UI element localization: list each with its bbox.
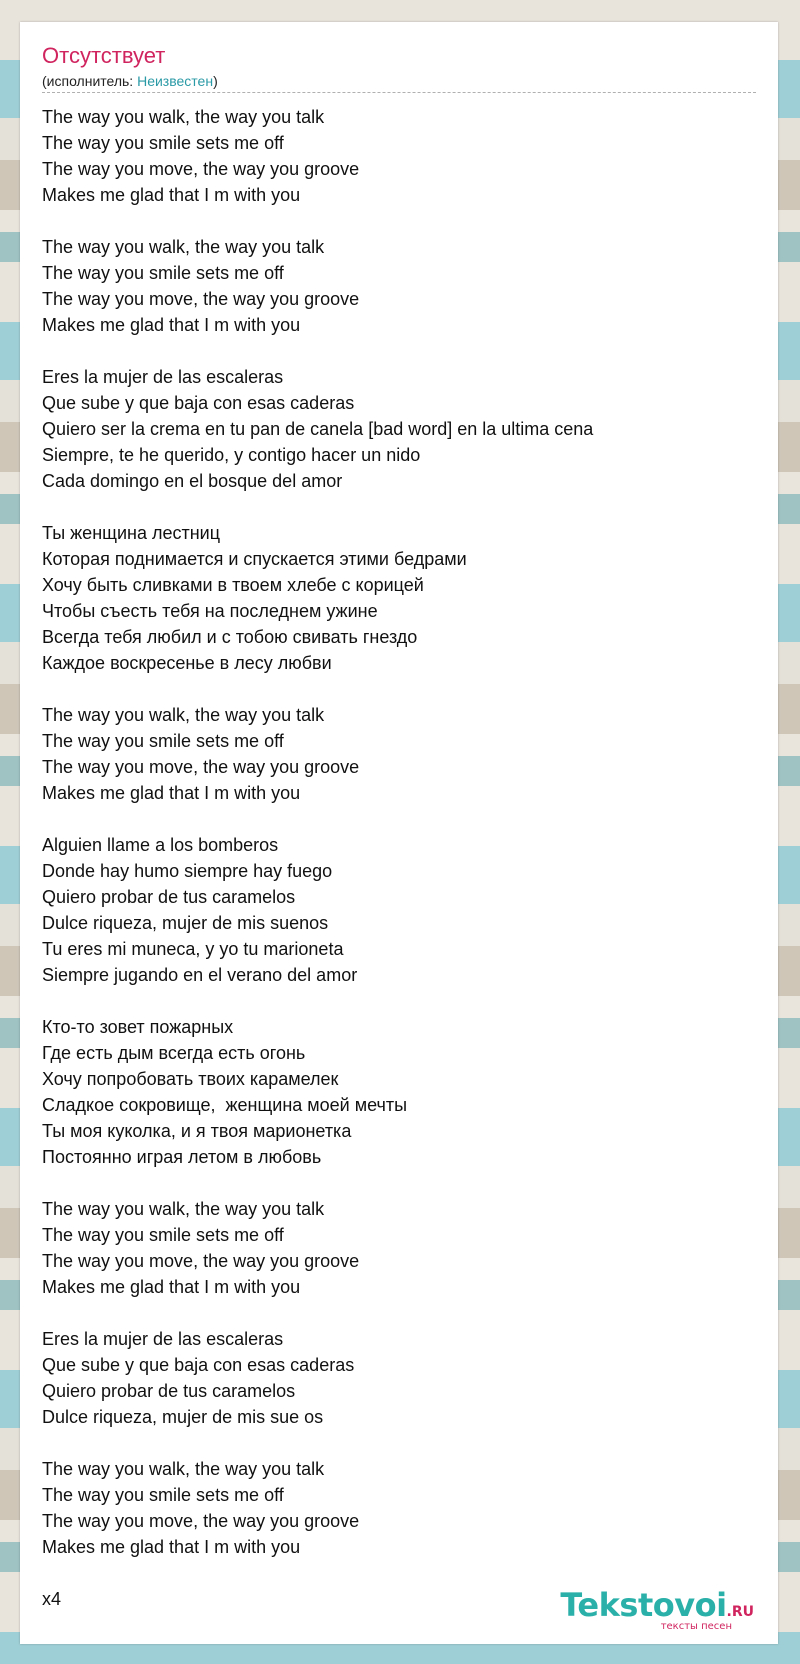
lyrics-body <box>42 104 756 1586</box>
lyrics-line: Cada domingo en el bosque del amor <box>42 471 343 491</box>
lyrics-line: The way you move, the way you groove <box>42 289 360 309</box>
lyrics-line: Makes me glad that I m with you <box>42 1277 301 1297</box>
lyrics-line: Alguien llame a los bomberos <box>42 835 279 855</box>
lyrics-line: Eres la mujer de las escaleras <box>42 367 284 387</box>
lyrics-line: The way you walk, the way you talk <box>42 107 325 127</box>
lyrics-line: Makes me glad that I m with you <box>42 315 301 335</box>
lyrics-line: Quiero ser la crema en tu pan de canela [bad word] en la ultima cena <box>42 419 594 439</box>
lyrics-line: The way you smile sets me off <box>42 133 284 153</box>
lyrics-line: The way you move, the way you groove <box>42 757 360 777</box>
lyrics-line: Чтобы съесть тебя на последнем ужине <box>42 601 378 621</box>
lyrics-line: Хочу попробовать твоих карамелек <box>42 1069 339 1089</box>
lyrics-stanza <box>42 234 756 338</box>
logo-tld: .RU <box>726 1604 754 1620</box>
site-logo[interactable] <box>554 1588 754 1636</box>
lyrics-line: The way you walk, the way you talk <box>42 1459 325 1479</box>
lyrics-line: Хочу быть сливками в твоем хлебе с корицей <box>42 575 424 595</box>
lyrics-stanza <box>42 364 756 494</box>
lyrics-line: Всегда тебя любил и с тобою свивать гнездо <box>42 627 418 647</box>
lyrics-line: Que sube y que baja con esas caderas <box>42 1355 355 1375</box>
artist-suffix: ) <box>213 73 218 89</box>
lyrics-stanza <box>42 1196 756 1300</box>
lyrics-line: Makes me glad that I m with you <box>42 185 301 205</box>
lyrics-stanza <box>42 702 756 806</box>
header-divider <box>42 92 756 93</box>
lyrics-stanza <box>42 1014 756 1170</box>
lyrics-line: Siempre, te he querido, y contigo hacer un nido <box>42 445 421 465</box>
lyrics-line: Siempre jugando en el verano del amor <box>42 965 358 985</box>
lyrics-line: The way you smile sets me off <box>42 263 284 283</box>
lyrics-line: Quiero probar de tus caramelos <box>42 887 296 907</box>
lyrics-line: Eres la mujer de las escaleras <box>42 1329 284 1349</box>
lyrics-line: Сладкое сокровище, женщина моей мечты <box>42 1095 408 1115</box>
artist-link[interactable]: Неизвестен <box>137 73 214 89</box>
lyrics-page <box>20 22 778 1644</box>
artist-line <box>42 72 218 90</box>
lyrics-line: Каждое воскресенье в лесу любви <box>42 653 332 673</box>
lyrics-line: The way you walk, the way you talk <box>42 705 325 725</box>
lyrics-line: The way you walk, the way you talk <box>42 1199 325 1219</box>
lyrics-line: Dulce riqueza, mujer de mis sue os <box>42 1407 324 1427</box>
lyrics-line: Makes me glad that I m with you <box>42 783 301 803</box>
logo-tagline: тексты песен <box>660 1621 732 1632</box>
lyrics-line: Quiero probar de tus caramelos <box>42 1381 296 1401</box>
lyrics-line: The way you move, the way you groove <box>42 159 360 179</box>
lyrics-line: Где есть дым всегда есть огонь <box>42 1043 306 1063</box>
lyrics-stanza <box>42 520 756 676</box>
lyrics-line: Makes me glad that I m with you <box>42 1537 301 1557</box>
lyrics-line: The way you smile sets me off <box>42 1485 284 1505</box>
lyrics-line: Que sube y que baja con esas caderas <box>42 393 355 413</box>
artist-prefix: (исполнитель: <box>42 73 138 89</box>
lyrics-line: Ты женщина лестниц <box>42 523 221 543</box>
lyrics-line: The way you walk, the way you talk <box>42 237 325 257</box>
lyrics-line: Постоянно играя летом в любовь <box>42 1147 322 1167</box>
lyrics-line: Ты моя куколка, и я твоя марионетка <box>42 1121 352 1141</box>
logo-name: Tekstovoi <box>560 1586 727 1624</box>
lyrics-line: The way you move, the way you groove <box>42 1251 360 1271</box>
lyrics-stanza <box>42 104 756 208</box>
lyrics-stanza <box>42 1456 756 1560</box>
lyrics-stanza <box>42 832 756 988</box>
lyrics-line: Dulce riqueza, mujer de mis suenos <box>42 913 329 933</box>
lyrics-line: Которая поднимается и спускается этими бедрами <box>42 549 467 569</box>
lyrics-stanza <box>42 1326 756 1430</box>
lyrics-line: The way you smile sets me off <box>42 1225 284 1245</box>
repeat-marker: x4 <box>42 1589 62 1609</box>
lyrics-line: Tu eres mi muneca, y yo tu marioneta <box>42 939 344 959</box>
lyrics-line: The way you smile sets me off <box>42 731 284 751</box>
lyrics-line: Кто-то зовет пожарных <box>42 1017 234 1037</box>
song-title: Отсутствует <box>42 43 166 68</box>
lyrics-line: The way you move, the way you groove <box>42 1511 360 1531</box>
lyrics-line: Donde hay humo siempre hay fuego <box>42 861 333 881</box>
